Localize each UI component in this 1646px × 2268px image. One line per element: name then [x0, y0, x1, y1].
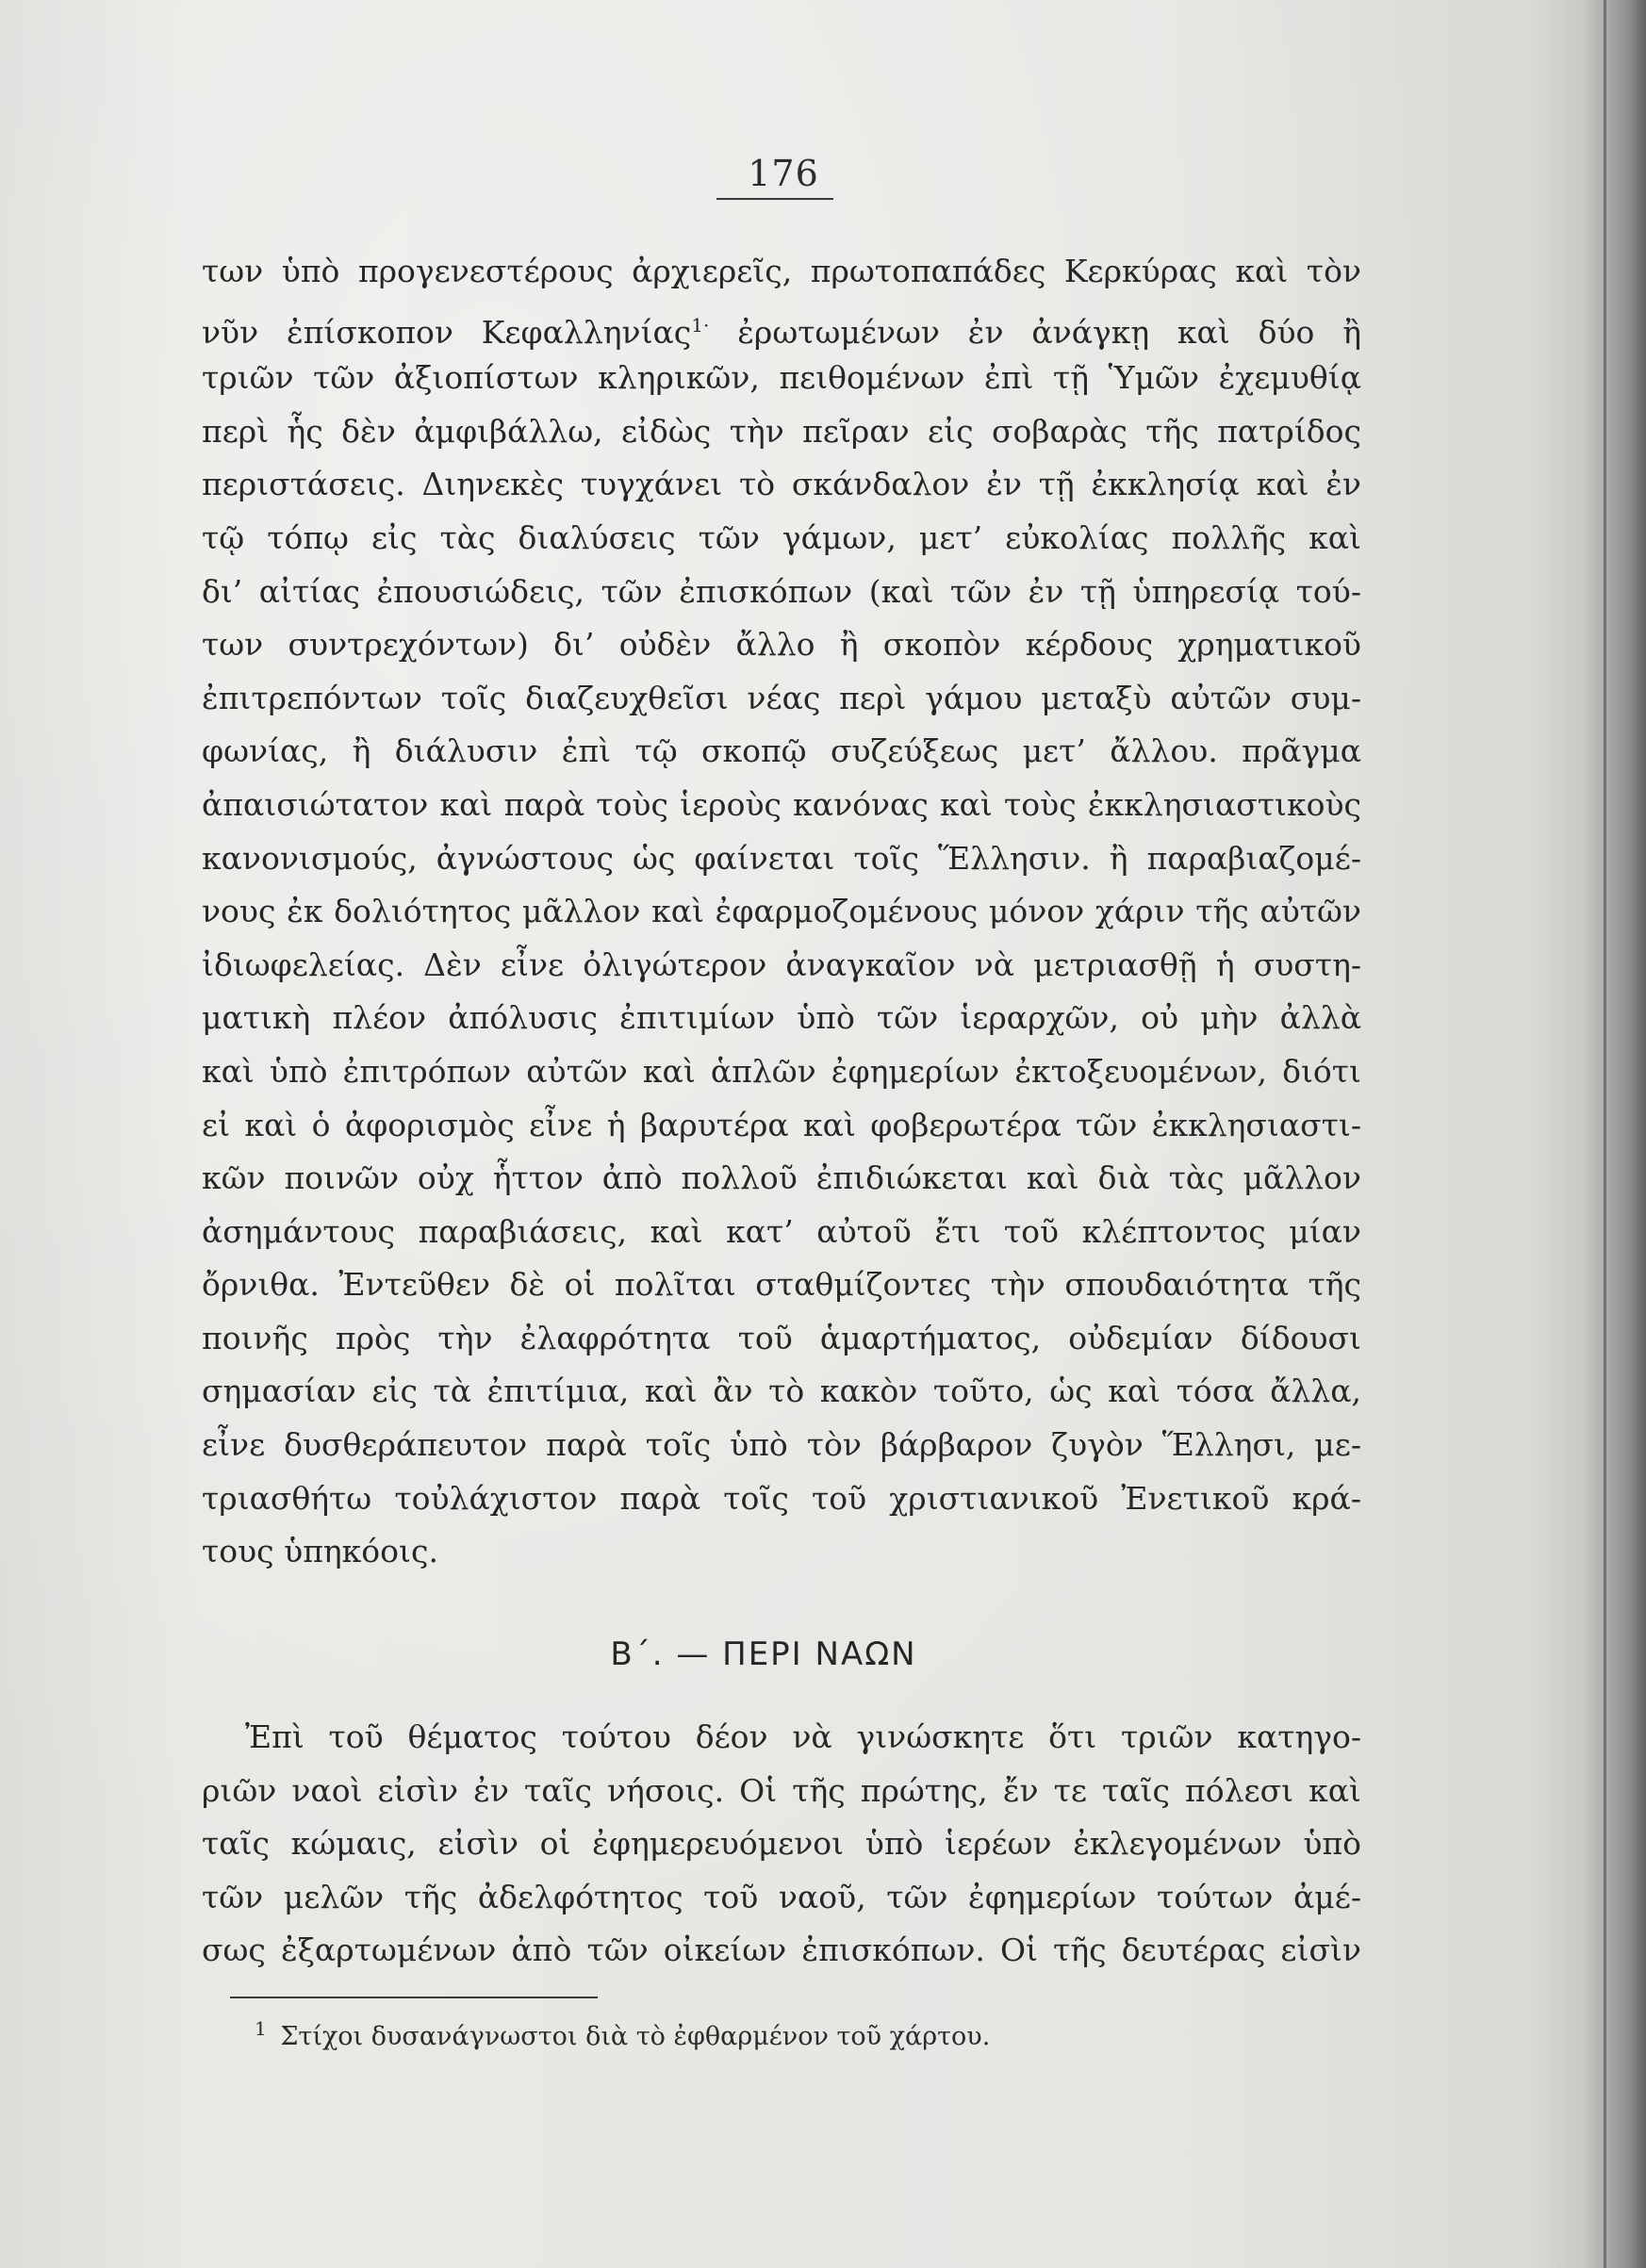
text-line: ποινῆς πρὸς τὴν ἐλαφρότητα τοῦ ἁμαρτήματος, οὐδεμίαν δίδουσι — [202, 1319, 1361, 1356]
text-line: τριασθήτω τοὐλάχιστον παρὰ τοῖς τοῦ χριστιανικοῦ Ἐνετικοῦ κρά- — [202, 1479, 1361, 1517]
footnote-mark: 1 — [255, 2017, 267, 2040]
text-line: εἶνε δυσθεράπευτον παρὰ τοῖς ὑπὸ τὸν βάρβαρον ζυγὸν Ἕλλησι, με- — [202, 1426, 1361, 1464]
text-line-start: νῦν ἐπίσκοπον Κεφαλληνίας — [202, 313, 692, 351]
page-edge-shadow — [1533, 0, 1646, 2268]
section-text-block — [202, 1711, 1361, 1978]
footnote-reference: 1· — [691, 313, 710, 337]
main-text-block — [202, 245, 1361, 1579]
text-line: ματικὴ πλέον ἀπόλυσις ἐπιτιμίων ὑπὸ τῶν ἱεραρχῶν, οὐ μὴν ἀλλὰ — [202, 999, 1361, 1037]
text-line: τριῶν τῶν ἀξιοπίστων κληρικῶν, πειθομένων ἐπὶ τῇ Ὑμῶν ἐχεμυθίᾳ — [202, 359, 1361, 397]
text-line: τῷ τόπῳ εἰς τὰς διαλύσεις τῶν γάμων, μετ’ εὐκολίας πολλῆς καὶ — [202, 518, 1361, 556]
text-line: τους ὑπηκόοις. — [202, 1533, 438, 1570]
text-line: κῶν ποινῶν οὐχ ἧττον ἀπὸ πολλοῦ ἐπιδιώκεται καὶ διὰ τὰς μᾶλλον — [202, 1159, 1361, 1197]
text-line: ὄρνιθα. Ἐντεῦθεν δὲ οἱ πολῖται σταθμίζοντες τὴν σπουδαιότητα τῆς — [202, 1266, 1361, 1304]
text-line: ριῶν ναοὶ εἰσὶν ἐν ταῖς νήσοις. Οἱ τῆς πρώτης, ἔν τε ταῖς πόλεσι καὶ — [202, 1771, 1361, 1809]
text-line: ἐπιτρεπόντων τοῖς διαζευχθεῖσι νέας περὶ γάμου μεταξὺ αὐτῶν συμ- — [202, 679, 1361, 716]
text-line: σως ἐξαρτωμένων ἀπὸ τῶν οἰκείων ἐπισκόπων. Οἱ τῆς δευτέρας εἰσὶν — [202, 1931, 1361, 1969]
text-line: σημασίαν εἰς τὰ ἐπιτίμια, καὶ ἂν τὸ κακὸν τοῦτο, ὡς καὶ τόσα ἄλλα, — [202, 1372, 1361, 1410]
footnote — [255, 2017, 1292, 2051]
page-number: 176 — [748, 153, 819, 194]
text-line: δι’ αἰτίας ἐπουσιώδεις, τῶν ἐπισκόπων (καὶ τῶν ἐν τῇ ὑπηρεσίᾳ τού- — [202, 572, 1361, 610]
text-line: ταῖς κώμαις, εἰσὶν οἱ ἐφημερευόμενοι ὑπὸ ἱερέων ἐκλεγομένων ὑπὸ — [202, 1825, 1361, 1863]
text-line: ἀπαισιώτατον καὶ παρὰ τοὺς ἱεροὺς κανόνας καὶ τοὺς ἐκκλησιαστικοὺς — [202, 785, 1361, 823]
text-line: νους ἐκ δολιότητος μᾶλλον καὶ ἐφαρμοζομένους μόνον χάριν τῆς αὐτῶν — [202, 893, 1361, 930]
text-line: εἰ καὶ ὁ ἀφορισμὸς εἶνε ἡ βαρυτέρα καὶ φοβερωτέρα τῶν ἐκκλησιαστι- — [202, 1106, 1361, 1143]
text-line-end: ἐρωτωμένων ἐν ἀνάγκῃ καὶ δύο ἢ — [737, 313, 1361, 351]
text-line: ἀσημάντους παραβιάσεις, καὶ κατ’ αὐτοῦ ἔτι τοῦ κλέπτοντος μίαν — [202, 1212, 1361, 1250]
text-line: των συντρεχόντων) δι’ οὐδὲν ἄλλο ἢ σκοπὸν κέρδους χρηματικοῦ — [202, 626, 1361, 664]
text-line: Ἐπὶ τοῦ θέματος τούτου δέον νὰ γινώσκητε ὅτι τριῶν κατηγο- — [245, 1718, 1361, 1755]
text-line: καὶ ὑπὸ ἐπιτρόπων αὐτῶν καὶ ἁπλῶν ἐφημερίων ἐκτοξευομένων, διότι — [202, 1052, 1361, 1090]
text-line-with-note — [202, 299, 1361, 353]
header-rule — [716, 198, 833, 200]
text-line: κανονισμούς, ἀγνώστους ὡς φαίνεται τοῖς Ἕλλησιν. ἢ παραβιαζομέ- — [202, 839, 1361, 877]
footnote-rule — [230, 1997, 598, 1998]
footnote-text: Στίχοι δυσανάγνωστοι διὰ τὸ ἐφθαρμένον τοῦ χάρτου. — [280, 2022, 991, 2051]
text-line: περὶ ἧς δὲν ἀμφιβάλλω, εἰδὼς τὴν πεῖραν εἰς σοβαρὰς τῆς πατρίδος — [202, 412, 1361, 450]
text-line: τῶν μελῶν τῆς ἀδελφότητος τοῦ ναοῦ, τῶν ἐφημερίων τούτων ἀμέ- — [202, 1878, 1361, 1915]
text-line: ἰδιωφελείας. Δὲν εἶνε ὀλιγώτερον ἀναγκαῖον νὰ μετριασθῇ ἡ συστη- — [202, 945, 1361, 983]
binding-edge — [1604, 0, 1606, 2268]
text-line: των ὑπὸ προγενεστέρους ἀρχιερεῖς, πρωτοπαπάδες Κερκύρας καὶ τὸν — [202, 253, 1361, 289]
section-heading: Β΄. — ΠΕΡΙ ΝΑΩΝ — [610, 1635, 917, 1673]
text-line: περιστάσεις. Διηνεκὲς τυγχάνει τὸ σκάνδαλον ἐν τῇ ἐκκλησίᾳ καὶ ἐν — [202, 466, 1361, 503]
text-line: φωνίας, ἢ διάλυσιν ἐπὶ τῷ σκοπῷ συζεύξεως μετ’ ἄλλου. πρᾶγμα — [202, 732, 1361, 770]
